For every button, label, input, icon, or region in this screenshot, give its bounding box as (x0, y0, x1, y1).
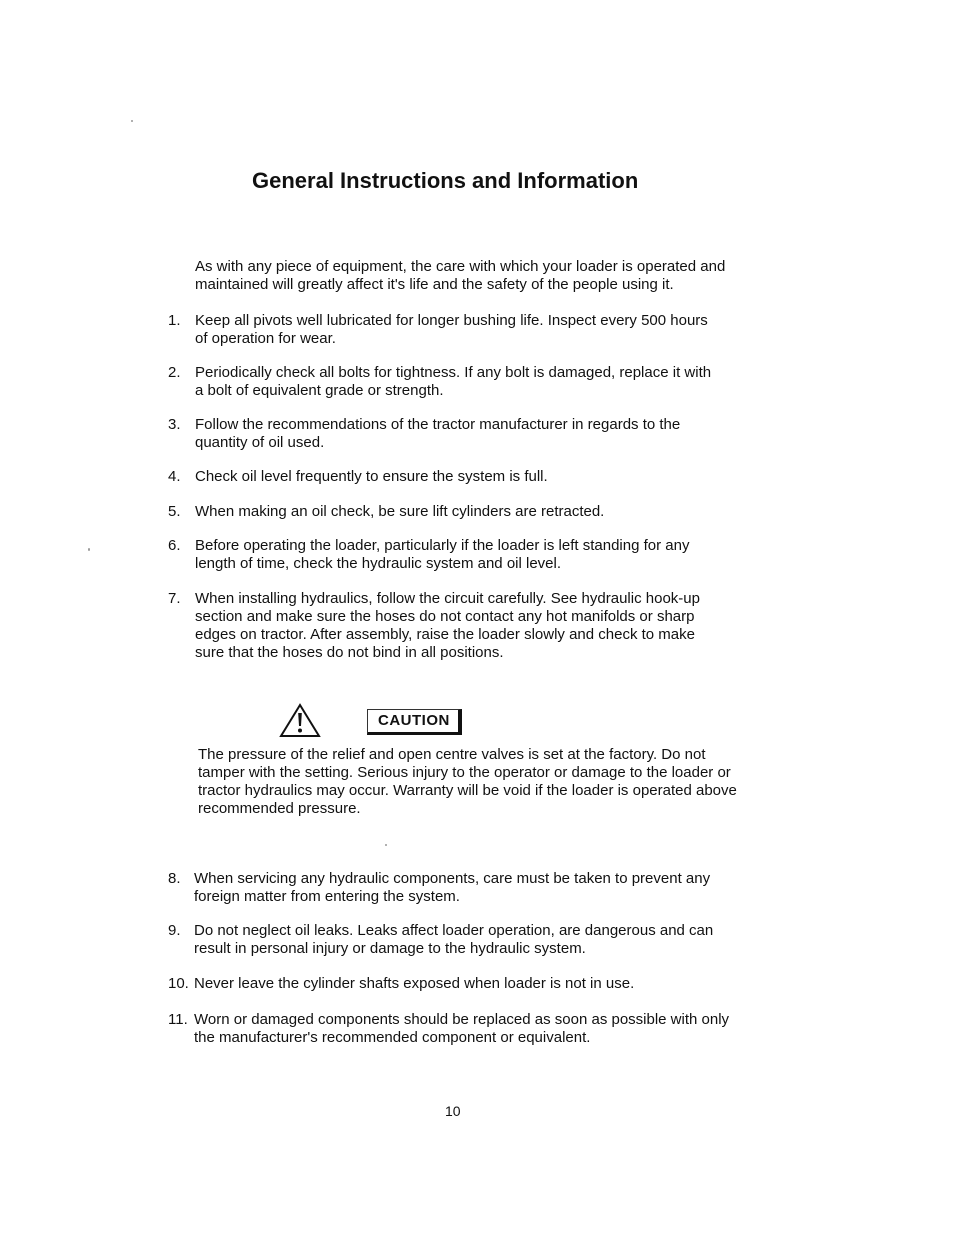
list-item-text: Never leave the cylinder shafts exposed when loader is not in use. (194, 975, 635, 992)
list-item-text: When making an oil check, be sure lift cylinders are retracted. (195, 503, 605, 520)
list-item-text: Keep all pivots well lubricated for longer bushing life. Inspect every 500 hours of operation for wear. (195, 312, 708, 347)
list-item-text: Before operating the loader, particularly if the loader is left standing for any length of time, check the hydraulic system and oil level. (195, 537, 690, 572)
list-item-number: 3. (168, 416, 181, 433)
caution-label: CAUTION (367, 709, 462, 735)
list-item-text: Check oil level frequently to ensure the system is full. (195, 468, 548, 485)
list-item-number: 11. (168, 1011, 188, 1028)
warning-triangle-icon (279, 703, 321, 739)
list-item-text: Do not neglect oil leaks. Leaks affect loader operation, are dangerous and can result in personal injury or damage to the hydraulic system. (194, 922, 714, 957)
list-item-text: When installing hydraulics, follow the circuit carefully. See hydraulic hook-up section and make sure the hoses do not contact any hot manifolds or sharp edges on tractor. After assembly, raise the loader slowly and check to make sure that the hoses do not bind in all positions. (195, 590, 700, 661)
caution-text: The pressure of the relief and open centre valves is set at the factory. Do not tamper with the setting. Serious injury to the operator or damage to the loader or tractor hydraulics may occur. Warranty will be void if the loader is operated above recommended pressure. (198, 746, 737, 817)
scan-speck (131, 120, 133, 122)
list-item-text: Periodically check all bolts for tightness. If any bolt is damaged, replace it with a bolt of equivalent grade or strength. (195, 364, 712, 399)
page-number: 10 (445, 1103, 461, 1119)
list-item-number: 4. (168, 468, 181, 485)
page-title: General Instructions and Information (252, 168, 639, 193)
list-item-number: 2. (168, 364, 181, 381)
scan-speck (385, 844, 387, 846)
list-item-number: 1. (168, 312, 181, 329)
list-item-number: 6. (168, 537, 181, 554)
scan-speck (88, 548, 90, 551)
list-item-text: When servicing any hydraulic components, care must be taken to prevent any foreign matter from entering the system. (194, 870, 711, 905)
list-item-number: 9. (168, 922, 181, 939)
list-item-number: 10. (168, 975, 189, 992)
list-item-text: Follow the recommendations of the tractor manufacturer in regards to the quantity of oil used. (195, 416, 681, 451)
list-item-number: 5. (168, 503, 181, 520)
list-item-number: 8. (168, 870, 181, 887)
list-item-number: 7. (168, 590, 181, 607)
list-item-text: Worn or damaged components should be replaced as soon as possible with only the manufacturer's recommended component or equivalent. (194, 1011, 730, 1046)
intro-paragraph: As with any piece of equipment, the care with which your loader is operated and maintained will greatly affect it's life and the safety of the people using it. (195, 258, 726, 293)
